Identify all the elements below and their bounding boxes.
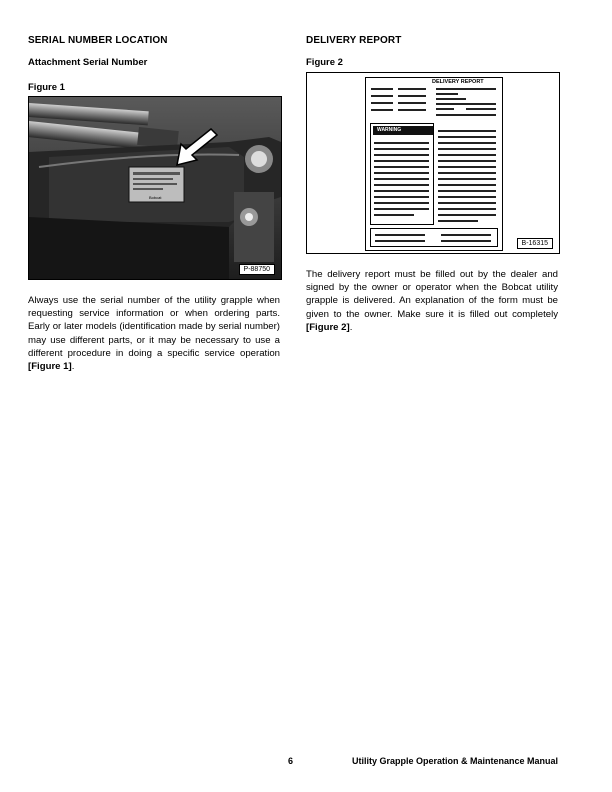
figure-2-tag: B-16315 [517,238,553,249]
page-number: 6 [288,756,294,766]
form-warning-label: WARNING [373,126,433,135]
figure-1-tag: P-88750 [239,264,275,275]
form-title: DELIVERY REPORT [432,79,484,85]
figure-1-reference: [Figure 1] [28,361,72,373]
plate-brand-text: Bobcat [149,195,162,200]
serial-number-section-title: SERIAL NUMBER LOCATION [28,35,168,46]
figure-2-reference: [Figure 2] [306,321,350,333]
delivery-report-section-title: DELIVERY REPORT [306,35,402,46]
delivery-report-form [365,77,503,251]
form-signature-box [370,228,498,247]
figure-1-label: Figure 1 [28,82,65,93]
grapple-photo-illustration [29,97,281,279]
delivery-report-paragraph: The delivery report must be filled out by the dealer and signed by the owner or operator when the Bobcat utility grapple is delivered. An explanation of the form must be given to the owner. Make sure it is filled out completely [Figure 2]. [306,269,558,333]
attachment-serial-subtitle: Attachment Serial Number [28,57,148,68]
form-warning-box [370,123,434,225]
serial-number-paragraph: Always use the serial number of the utility grapple when requesting service information or when ordering parts. Early or later models (identification made by serial number) may use different parts, or it may be necessary to use a different procedure in doing a specific service operation [Figure 1]. [28,295,280,373]
figure-2-label: Figure 2 [306,57,343,68]
figure-2-frame [306,72,560,254]
figure-1-photo [28,96,282,280]
manual-title: Utility Grapple Operation & Maintenance Manual [352,756,559,766]
